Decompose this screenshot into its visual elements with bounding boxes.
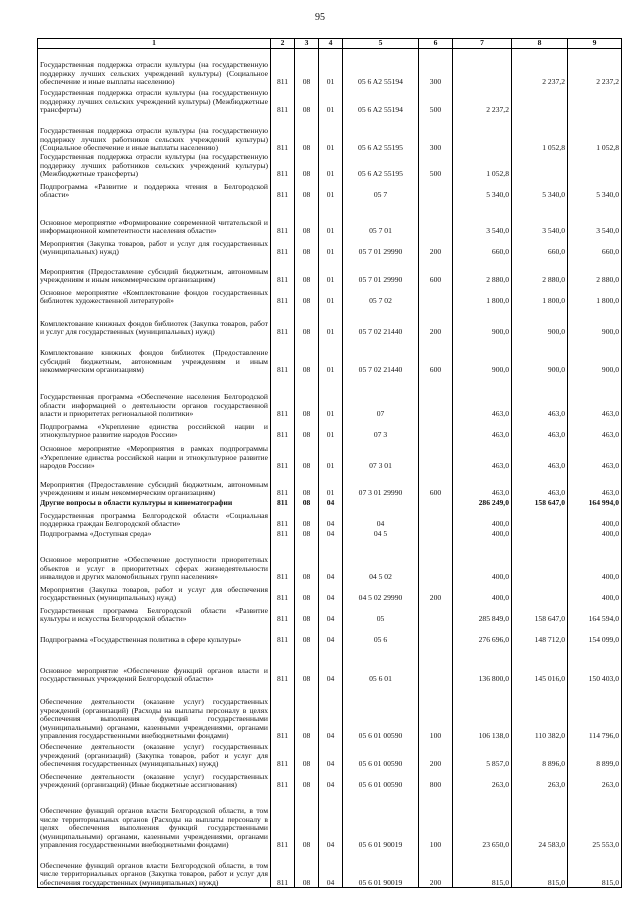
admin-code: 811 <box>271 87 295 115</box>
admin-code: 811 <box>271 498 295 508</box>
table-row <box>38 419 622 440</box>
table-row <box>38 257 622 285</box>
target-article-code: 07 3 01 29990 <box>343 471 419 498</box>
section-code: 08 <box>295 684 319 741</box>
admin-code: 811 <box>271 582 295 603</box>
row-name: Комплектование книжных фондов библиотек (Закупка товаров, работ и услуг для государственных (муниципальных) нужд) <box>38 306 271 337</box>
section-code: 08 <box>295 539 319 582</box>
table-row <box>38 115 622 153</box>
expense-type-code: 600 <box>419 257 453 285</box>
amount-col-9: 400,0 <box>568 582 622 603</box>
table-row <box>38 87 622 115</box>
subsection-code: 01 <box>319 337 343 375</box>
amount-col-8: 110 382,0 <box>512 684 568 741</box>
section-code: 08 <box>295 200 319 236</box>
target-article-code: 05 6 A2 55195 <box>343 153 419 179</box>
amount-col-7: 463,0 <box>453 419 512 440</box>
subsection-code: 01 <box>319 440 343 471</box>
section-code: 08 <box>295 337 319 375</box>
subsection-code: 04 <box>319 539 343 582</box>
admin-code: 811 <box>271 769 295 790</box>
amount-col-9: 263,0 <box>568 769 622 790</box>
amount-col-9: 164 994,0 <box>568 498 622 508</box>
admin-code: 811 <box>271 200 295 236</box>
admin-code: 811 <box>271 471 295 498</box>
table-row <box>38 375 622 419</box>
amount-col-7: 276 696,0 <box>453 624 512 645</box>
table-row <box>38 153 622 179</box>
expense-type-code <box>419 498 453 508</box>
row-name: Основное мероприятие «Комплектование фондов государственных библиотек художественной литературой» <box>38 285 271 306</box>
expense-type-code <box>419 200 453 236</box>
row-name: Мероприятия (Предоставление субсидий бюджетным, автономным учреждениям и иным некоммерческим организациям) <box>38 257 271 285</box>
target-article-code: 04 5 <box>343 529 419 539</box>
row-name: Государственная программа Белгородской области «Развитие культуры и искусства Белгородской области» <box>38 603 271 624</box>
subsection-code: 01 <box>319 257 343 285</box>
amount-col-8: 1 052,8 <box>512 115 568 153</box>
table-row <box>38 624 622 645</box>
row-name: Основное мероприятие «Обеспечение доступности приоритетных объектов и услуг в приоритетных сферах жизнедеятельности инвалидов и других маломобильных групп населения» <box>38 539 271 582</box>
target-article-code: 05 6 01 00590 <box>343 684 419 741</box>
amount-col-8: 3 540,0 <box>512 200 568 236</box>
section-code: 08 <box>295 257 319 285</box>
row-name: Основное мероприятие «Обеспечение функций органов власти и государственных учреждений Белгородской области» <box>38 645 271 684</box>
expense-type-code: 100 <box>419 790 453 850</box>
target-article-code: 05 7 01 <box>343 200 419 236</box>
section-code: 08 <box>295 87 319 115</box>
target-article-code: 05 6 01 00590 <box>343 741 419 769</box>
table-row <box>38 508 622 529</box>
amount-col-8 <box>512 539 568 582</box>
row-name: Подпрограмма «Доступная среда» <box>38 529 271 539</box>
amount-col-7: 5 857,0 <box>453 741 512 769</box>
section-code: 08 <box>295 440 319 471</box>
table-row <box>38 741 622 769</box>
table-row <box>38 539 622 582</box>
expense-type-code <box>419 624 453 645</box>
subsection-code: 04 <box>319 582 343 603</box>
section-code: 08 <box>295 508 319 529</box>
admin-code: 811 <box>271 603 295 624</box>
target-article-code: 05 6 01 <box>343 645 419 684</box>
target-article-code: 04 5 02 29990 <box>343 582 419 603</box>
row-name: Другие вопросы в области культуры и кинематографии <box>38 498 271 508</box>
budget-table <box>37 38 622 888</box>
admin-code: 811 <box>271 375 295 419</box>
target-article-code: 05 6 A2 55194 <box>343 87 419 115</box>
amount-col-7: 400,0 <box>453 508 512 529</box>
admin-code: 811 <box>271 645 295 684</box>
section-code: 08 <box>295 645 319 684</box>
amount-col-9: 463,0 <box>568 419 622 440</box>
amount-col-9: 400,0 <box>568 508 622 529</box>
admin-code: 811 <box>271 508 295 529</box>
subsection-code: 01 <box>319 285 343 306</box>
section-code: 08 <box>295 285 319 306</box>
section-code: 08 <box>295 769 319 790</box>
table-row <box>38 49 622 87</box>
section-code: 08 <box>295 603 319 624</box>
row-name: Государственная программа «Обеспечение населения Белгородской области информацией о деятельности органов государственной власти и приоритетах региональной политики» <box>38 375 271 419</box>
expense-type-code: 200 <box>419 306 453 337</box>
admin-code: 811 <box>271 790 295 850</box>
row-name: Подпрограмма «Укрепление единства российской нации и этнокультурное развитие народов России» <box>38 419 271 440</box>
expense-type-code: 200 <box>419 236 453 257</box>
row-name: Государственная поддержка отрасли культуры (на государственную поддержку лучших сельских учреждений культуры) (Межбюджетные трансферты) <box>38 87 271 115</box>
amount-col-8: 900,0 <box>512 337 568 375</box>
admin-code: 811 <box>271 49 295 87</box>
amount-col-9: 1 800,0 <box>568 285 622 306</box>
amount-col-8: 263,0 <box>512 769 568 790</box>
subsection-code: 04 <box>319 769 343 790</box>
amount-col-9: 114 796,0 <box>568 684 622 741</box>
amount-col-8 <box>512 508 568 529</box>
admin-code: 811 <box>271 624 295 645</box>
table-row <box>38 645 622 684</box>
column-header-5: 5 <box>343 39 419 49</box>
amount-col-8: 2 880,0 <box>512 257 568 285</box>
amount-col-9: 463,0 <box>568 440 622 471</box>
admin-code: 811 <box>271 179 295 200</box>
amount-col-7: 900,0 <box>453 337 512 375</box>
amount-col-7: 2 880,0 <box>453 257 512 285</box>
section-code: 08 <box>295 471 319 498</box>
subsection-code: 01 <box>319 179 343 200</box>
amount-col-7: 106 138,0 <box>453 684 512 741</box>
admin-code: 811 <box>271 529 295 539</box>
amount-col-8: 158 647,0 <box>512 498 568 508</box>
target-article-code: 05 7 01 29990 <box>343 236 419 257</box>
amount-col-7: 23 650,0 <box>453 790 512 850</box>
amount-col-9: 400,0 <box>568 529 622 539</box>
admin-code: 811 <box>271 257 295 285</box>
expense-type-code <box>419 419 453 440</box>
expense-type-code: 500 <box>419 153 453 179</box>
target-article-code: 05 <box>343 603 419 624</box>
admin-code: 811 <box>271 236 295 257</box>
row-name: Государственная поддержка отрасли культуры (на государственную поддержку лучших работников сельских учреждений культуры) (Межбюджетные трансферты) <box>38 153 271 179</box>
amount-col-8 <box>512 87 568 115</box>
expense-type-code: 300 <box>419 49 453 87</box>
page-number: 95 <box>315 12 325 23</box>
expense-type-code <box>419 375 453 419</box>
expense-type-code <box>419 285 453 306</box>
subsection-code: 04 <box>319 684 343 741</box>
expense-type-code <box>419 508 453 529</box>
table-row <box>38 306 622 337</box>
column-header-1: 1 <box>38 39 271 49</box>
admin-code: 811 <box>271 285 295 306</box>
table-row <box>38 236 622 257</box>
target-article-code: 05 7 01 29990 <box>343 257 419 285</box>
expense-type-code: 500 <box>419 87 453 115</box>
amount-col-8: 1 800,0 <box>512 285 568 306</box>
column-header-6: 6 <box>419 39 453 49</box>
section-code: 08 <box>295 375 319 419</box>
amount-col-7: 463,0 <box>453 440 512 471</box>
subsection-code: 01 <box>319 49 343 87</box>
table-header <box>38 39 622 49</box>
amount-col-9: 8 899,0 <box>568 741 622 769</box>
table-row <box>38 285 622 306</box>
row-name: Государственная поддержка отрасли культуры (на государственную поддержку лучших работников сельских учреждений культуры) (Социальное обеспечение и иные выплаты населению) <box>38 115 271 153</box>
admin-code: 811 <box>271 440 295 471</box>
section-code: 08 <box>295 236 319 257</box>
table-row <box>38 471 622 498</box>
row-name: Мероприятия (Закупка товаров, работ и услуг для обеспечения государственных (муниципальных) нужд) <box>38 582 271 603</box>
amount-col-9: 660,0 <box>568 236 622 257</box>
amount-col-8: 24 583,0 <box>512 790 568 850</box>
amount-col-8: 148 712,0 <box>512 624 568 645</box>
amount-col-9 <box>568 87 622 115</box>
amount-col-9: 5 340,0 <box>568 179 622 200</box>
subsection-code: 04 <box>319 850 343 888</box>
amount-col-7: 286 249,0 <box>453 498 512 508</box>
row-name: Обеспечение функций органов власти Белгородской области, в том числе территориальных органов (Расходы на выплаты персоналу в целях обеспечения выполнения функций государственными (муниципальными) органами, казенными учреждениями, органами управления государственными внебюджетными фондами) <box>38 790 271 850</box>
amount-col-8: 900,0 <box>512 306 568 337</box>
section-code: 08 <box>295 306 319 337</box>
target-article-code: 05 7 02 21440 <box>343 337 419 375</box>
amount-col-7: 400,0 <box>453 582 512 603</box>
row-name: Мероприятия (Предоставление субсидий бюджетным, автономным учреждениям и иным некоммерческим организациям) <box>38 471 271 498</box>
amount-col-7: 136 800,0 <box>453 645 512 684</box>
row-name: Основное мероприятие «Мероприятия в рамках подпрограммы «Укрепление единства российской нации и этнокультурное развитие народов России» <box>38 440 271 471</box>
table-row <box>38 200 622 236</box>
expense-type-code: 300 <box>419 115 453 153</box>
table-row <box>38 790 622 850</box>
amount-col-7: 660,0 <box>453 236 512 257</box>
amount-col-7 <box>453 49 512 87</box>
section-code: 08 <box>295 850 319 888</box>
amount-col-7: 3 540,0 <box>453 200 512 236</box>
admin-code: 811 <box>271 850 295 888</box>
row-name: Подпрограмма «Развитие и поддержка чтения в Белгородской области» <box>38 179 271 200</box>
subsection-code: 04 <box>319 790 343 850</box>
table-row <box>38 179 622 200</box>
target-article-code: 05 6 01 90019 <box>343 850 419 888</box>
amount-col-8: 463,0 <box>512 375 568 419</box>
subsection-code: 04 <box>319 645 343 684</box>
expense-type-code <box>419 603 453 624</box>
expense-type-code <box>419 529 453 539</box>
table-row <box>38 684 622 741</box>
section-code: 08 <box>295 49 319 87</box>
amount-col-7: 1 052,8 <box>453 153 512 179</box>
amount-col-9: 1 052,8 <box>568 115 622 153</box>
amount-col-7: 400,0 <box>453 539 512 582</box>
expense-type-code <box>419 440 453 471</box>
target-article-code: 07 3 <box>343 419 419 440</box>
row-name: Государственная поддержка отрасли культуры (на государственную поддержку лучших сельских учреждений культуры) (Социальное обеспечение и иные выплаты населению) <box>38 49 271 87</box>
expense-type-code <box>419 645 453 684</box>
target-article-code: 07 3 01 <box>343 440 419 471</box>
section-code: 08 <box>295 582 319 603</box>
amount-col-9: 463,0 <box>568 471 622 498</box>
amount-col-8 <box>512 582 568 603</box>
expense-type-code: 600 <box>419 337 453 375</box>
admin-code: 811 <box>271 684 295 741</box>
subsection-code: 01 <box>319 87 343 115</box>
column-header-9: 9 <box>568 39 622 49</box>
subsection-code: 01 <box>319 153 343 179</box>
row-name: Государственная программа Белгородской области «Социальная поддержка граждан Белгородской области» <box>38 508 271 529</box>
subsection-code: 01 <box>319 306 343 337</box>
expense-type-code: 200 <box>419 741 453 769</box>
amount-col-8: 660,0 <box>512 236 568 257</box>
column-header-4: 4 <box>319 39 343 49</box>
row-name: Обеспечение деятельности (оказание услуг) государственных учреждений (организаций) (Закупка товаров, работ и услуг для обеспечения государственных (муниципальных) нужд) <box>38 741 271 769</box>
amount-col-7: 463,0 <box>453 471 512 498</box>
amount-col-8: 2 237,2 <box>512 49 568 87</box>
subsection-code: 04 <box>319 498 343 508</box>
amount-col-9: 2 880,0 <box>568 257 622 285</box>
section-code: 08 <box>295 153 319 179</box>
amount-col-9 <box>568 153 622 179</box>
section-code: 08 <box>295 624 319 645</box>
amount-col-8: 463,0 <box>512 440 568 471</box>
admin-code: 811 <box>271 539 295 582</box>
admin-code: 811 <box>271 306 295 337</box>
amount-col-7: 815,0 <box>453 850 512 888</box>
amount-col-9: 2 237,2 <box>568 49 622 87</box>
amount-col-9: 900,0 <box>568 306 622 337</box>
target-article-code: 05 7 02 21440 <box>343 306 419 337</box>
subsection-code: 04 <box>319 508 343 529</box>
expense-type-code: 800 <box>419 769 453 790</box>
amount-col-8: 5 340,0 <box>512 179 568 200</box>
amount-col-9: 463,0 <box>568 375 622 419</box>
section-code: 08 <box>295 741 319 769</box>
subsection-code: 04 <box>319 603 343 624</box>
section-code: 08 <box>295 179 319 200</box>
amount-col-7: 2 237,2 <box>453 87 512 115</box>
table-body <box>38 49 622 888</box>
section-code: 08 <box>295 529 319 539</box>
subsection-code: 01 <box>319 375 343 419</box>
amount-col-9: 3 540,0 <box>568 200 622 236</box>
table-row <box>38 529 622 539</box>
amount-col-9: 400,0 <box>568 539 622 582</box>
amount-col-9: 154 099,0 <box>568 624 622 645</box>
amount-col-8 <box>512 529 568 539</box>
row-name: Подпрограмма «Государственная политика в сфере культуры» <box>38 624 271 645</box>
section-code: 08 <box>295 790 319 850</box>
subsection-code: 01 <box>319 200 343 236</box>
section-code: 08 <box>295 498 319 508</box>
target-article-code: 05 6 <box>343 624 419 645</box>
amount-col-7: 285 849,0 <box>453 603 512 624</box>
amount-col-7: 400,0 <box>453 529 512 539</box>
table-row <box>38 582 622 603</box>
admin-code: 811 <box>271 419 295 440</box>
amount-col-9: 25 553,0 <box>568 790 622 850</box>
table-row <box>38 498 622 508</box>
amount-col-8: 145 016,0 <box>512 645 568 684</box>
row-name: Обеспечение функций органов власти Белгородской области, в том числе территориальных органов (Закупка товаров, работ и услуг для обеспечения государственных (муниципальных) нужд) <box>38 850 271 888</box>
target-article-code <box>343 498 419 508</box>
section-code: 08 <box>295 419 319 440</box>
expense-type-code: 200 <box>419 850 453 888</box>
admin-code: 811 <box>271 153 295 179</box>
amount-col-8: 463,0 <box>512 419 568 440</box>
subsection-code: 01 <box>319 419 343 440</box>
subsection-code: 01 <box>319 115 343 153</box>
amount-col-8: 463,0 <box>512 471 568 498</box>
table-row <box>38 337 622 375</box>
amount-col-7: 900,0 <box>453 306 512 337</box>
amount-col-7: 5 340,0 <box>453 179 512 200</box>
subsection-code: 04 <box>319 529 343 539</box>
subsection-code: 04 <box>319 624 343 645</box>
admin-code: 811 <box>271 741 295 769</box>
expense-type-code <box>419 179 453 200</box>
subsection-code: 01 <box>319 471 343 498</box>
amount-col-9: 164 594,0 <box>568 603 622 624</box>
target-article-code: 04 5 02 <box>343 539 419 582</box>
row-name: Комплектование книжных фондов библиотек (Предоставление субсидий бюджетным, автономным учреждениям и иным некоммерческим организациям) <box>38 337 271 375</box>
amount-col-9: 815,0 <box>568 850 622 888</box>
amount-col-8: 815,0 <box>512 850 568 888</box>
amount-col-7: 463,0 <box>453 375 512 419</box>
expense-type-code: 600 <box>419 471 453 498</box>
expense-type-code: 100 <box>419 684 453 741</box>
table-row <box>38 769 622 790</box>
column-header-8: 8 <box>512 39 568 49</box>
column-header-2: 2 <box>271 39 295 49</box>
row-name: Мероприятия (Закупка товаров, работ и услуг для государственных (муниципальных) нужд) <box>38 236 271 257</box>
section-code: 08 <box>295 115 319 153</box>
row-name: Основное мероприятие «Формирование современной читательской и информационной компетентности населения области» <box>38 200 271 236</box>
amount-col-8: 8 896,0 <box>512 741 568 769</box>
column-header-7: 7 <box>453 39 512 49</box>
expense-type-code <box>419 539 453 582</box>
target-article-code: 05 6 A2 55194 <box>343 49 419 87</box>
row-name: Обеспечение деятельности (оказание услуг) государственных учреждений (организаций) (Иные бюджетные ассигнования) <box>38 769 271 790</box>
expense-type-code: 200 <box>419 582 453 603</box>
target-article-code: 05 7 02 <box>343 285 419 306</box>
subsection-code: 01 <box>319 236 343 257</box>
amount-col-7 <box>453 115 512 153</box>
target-article-code: 05 7 <box>343 179 419 200</box>
admin-code: 811 <box>271 337 295 375</box>
amount-col-8 <box>512 153 568 179</box>
target-article-code: 04 <box>343 508 419 529</box>
table-row <box>38 440 622 471</box>
target-article-code: 07 <box>343 375 419 419</box>
target-article-code: 05 6 01 00590 <box>343 769 419 790</box>
amount-col-9: 150 403,0 <box>568 645 622 684</box>
row-name: Обеспечение деятельности (оказание услуг) государственных учреждений (организаций) (Расходы на выплаты персоналу в целях обеспечения выполнения функций государственными (муниципальными) органами, казенными учреждениями, органами управления государственными внебюджетными фондами) <box>38 684 271 741</box>
table-row <box>38 850 622 888</box>
target-article-code: 05 6 01 90019 <box>343 790 419 850</box>
admin-code: 811 <box>271 115 295 153</box>
amount-col-7: 263,0 <box>453 769 512 790</box>
column-header-3: 3 <box>295 39 319 49</box>
target-article-code: 05 6 A2 55195 <box>343 115 419 153</box>
amount-col-9: 900,0 <box>568 337 622 375</box>
amount-col-8: 158 647,0 <box>512 603 568 624</box>
amount-col-7: 1 800,0 <box>453 285 512 306</box>
table-row <box>38 603 622 624</box>
subsection-code: 04 <box>319 741 343 769</box>
